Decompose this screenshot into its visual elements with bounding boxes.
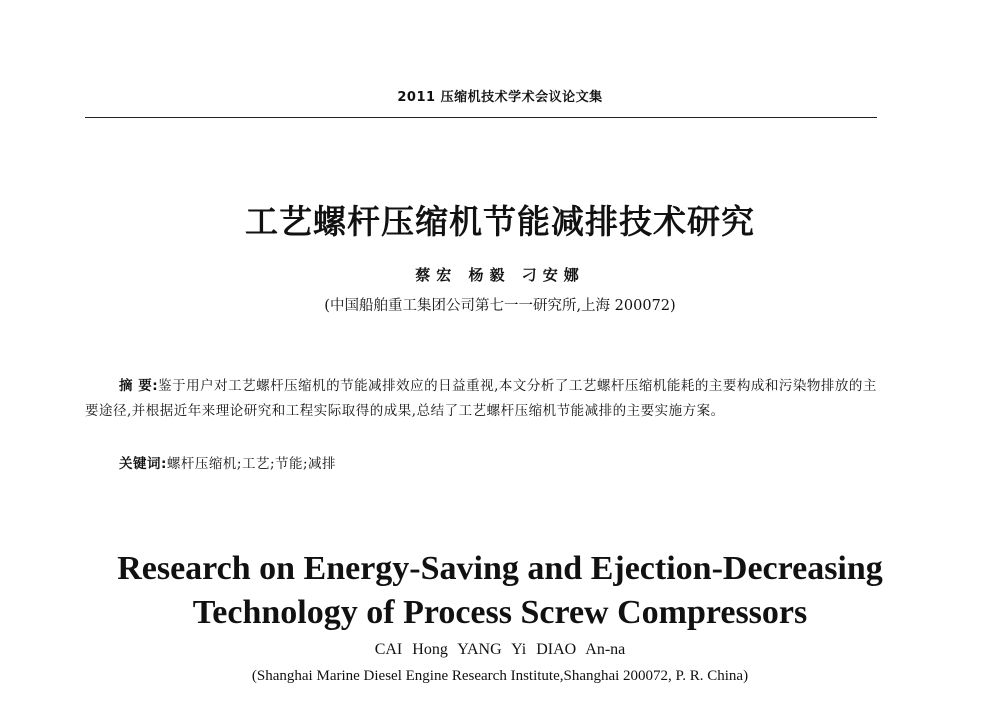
chinese-affiliation: (中国船舶重工集团公司第七一一研究所,上海 200072) <box>324 298 676 314</box>
keywords <box>119 452 336 472</box>
abstract-paragraph <box>85 374 885 424</box>
chinese-title: 工艺螺杆压缩机节能减排技术研究 <box>245 202 755 241</box>
header-rule <box>85 117 877 118</box>
keywords-label: 关键词: <box>119 456 167 472</box>
abstract-label: 摘 要: <box>119 378 159 394</box>
english-title-line-1: Research on Energy-Saving and Ejection-Decreasing <box>117 550 883 587</box>
abstract <box>85 374 885 424</box>
abstract-text: 鉴于用户对工艺螺杆压缩机的节能减排效应的日益重视,本文分析了工艺螺杆压缩机能耗的主要构成和污染物排放的主要途径,并根据近年来理论研究和工程实际取得的成果,总结了工艺螺杆压缩机节能减排的主要实施方案。 <box>85 378 877 419</box>
english-authors: CAI Hong YANG Yi DIAO An-na <box>374 641 626 658</box>
english-affiliation: (Shanghai Marine Diesel Engine Research Institute,Shanghai 200072, P. R. China) <box>251 668 749 684</box>
chinese-authors: 蔡宏 杨毅 刁安娜 <box>415 266 585 284</box>
english-title-line-2: Technology of Process Screw Compressors <box>192 594 808 631</box>
english-title <box>0 547 1000 635</box>
keywords-text: 螺杆压缩机;工艺;节能;减排 <box>166 456 337 472</box>
running-head: 2011 压缩机技术学术会议论文集 <box>397 90 603 105</box>
